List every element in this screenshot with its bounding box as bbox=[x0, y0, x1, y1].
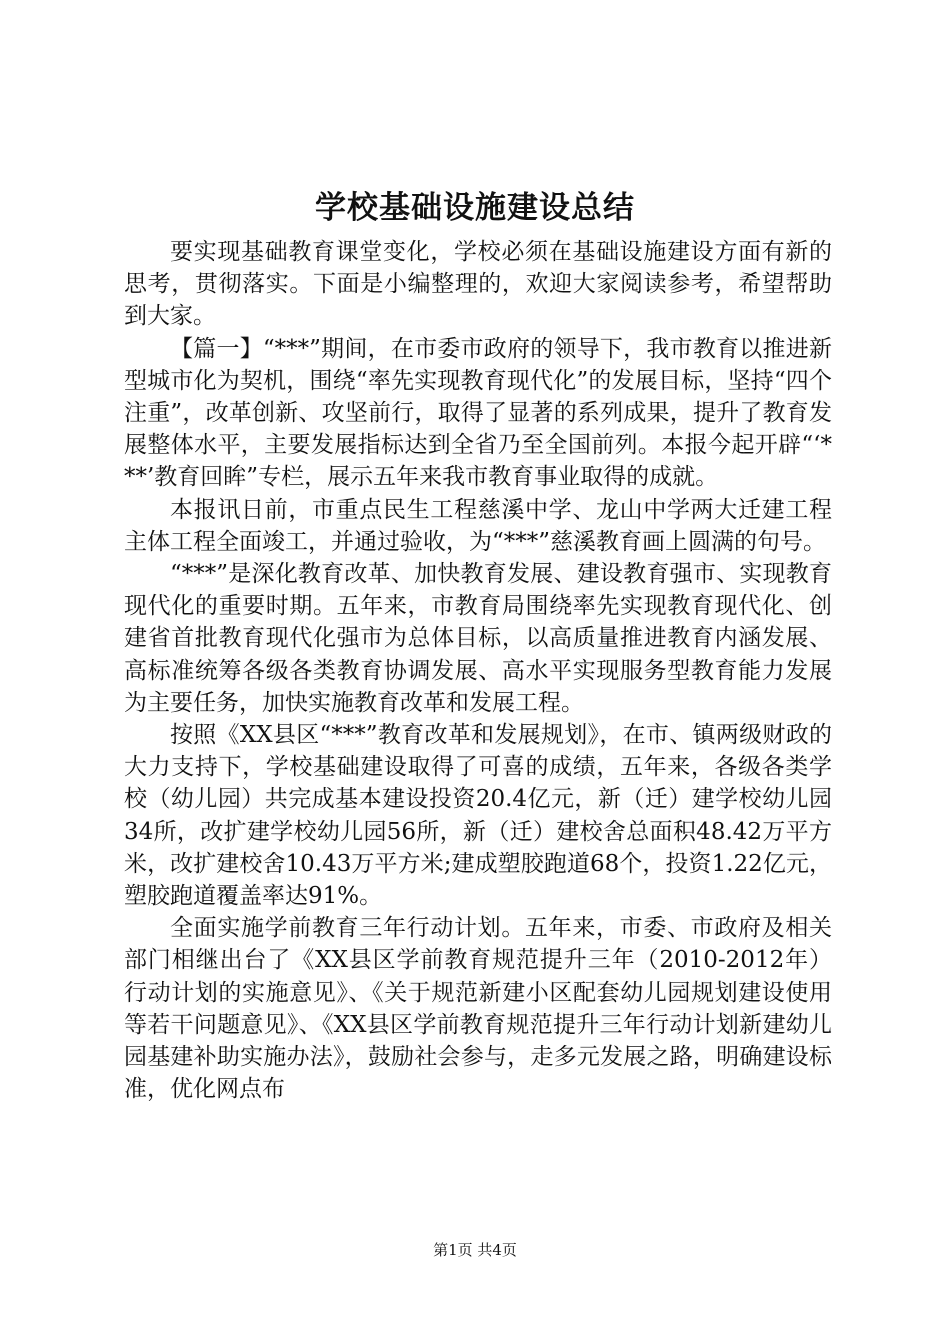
paragraph-part-one: 【篇一】“***”期间，在市委市政府的领导下，我市教育以推进新型城市化为契机，围绕“率先实现教育现代化”的发展目标，坚持“四个注重”，改革创新、攻坚前行，取得了显著的系列成果，提升了教育发展整体水平，主要发展指标达到全省乃至全国前列。本报今起开辟“‘***’教育回眸”专栏，展示五年来我市教育事业取得的成就。 bbox=[124, 335, 832, 491]
document-title: 学校基础设施建设总结 bbox=[315, 190, 635, 226]
paragraph-preschool-plan: 全面实施学前教育三年行动计划。五年来，市委、市政府及相关部门相继出台了《XX县区学前教育规范提升三年（2010-2012年）行动计划的实施意见》、《关于规范新建小区配套幼儿园规划建设使用等若干问题意见》、《XX县区学前教育规范提升三年行动计划新建幼儿园基建补助实施办法》，鼓励社会参与，走多元发展之路，明确建设标准，优化网点布 bbox=[124, 915, 832, 1103]
document-body bbox=[124, 236, 832, 1105]
paragraph-period-goals: “***”是深化教育改革、加快教育发展、建设教育强市、实现教育现代化的重要时期。五年来，市教育局围绕率先实现教育现代化、创建省首批教育现代化强市为总体目标，以高质量推进教育内涵发展、高标准统筹各级各类教育协调发展、高水平实现服务型教育能力发展为主要任务，加快实施教育改革和发展工程。 bbox=[124, 561, 832, 716]
paragraph-intro: 要实现基础教育课堂变化，学校必须在基础设施建设方面有新的思考，贯彻落实。下面是小编整理的，欢迎大家阅读参考，希望帮助到大家。 bbox=[124, 239, 832, 330]
paragraph-construction-stats: 按照《XX县区“***”教育改革和发展规划》，在市、镇两级财政的大力支持下，学校基础建设取得了可喜的成绩，五年来，各级各类学校（幼儿园）共完成基本建设投资20.4亿元，新（迁）建学校幼儿园34所，改扩建学校幼儿园56所，新（迁）建校舍总面积48.42万平方米，改扩建校舍10.43万平方米;建成塑胶跑道68个，投资1.22亿元，塑胶跑道覆盖率达91%。 bbox=[124, 722, 832, 910]
page-footer: 第1页 共4页 bbox=[433, 1241, 517, 1259]
paragraph-news: 本报讯日前，市重点民生工程慈溪中学、龙山中学两大迁建工程主体工程全面竣工，并通过验收，为“***”慈溪教育画上圆满的句号。 bbox=[124, 496, 832, 555]
